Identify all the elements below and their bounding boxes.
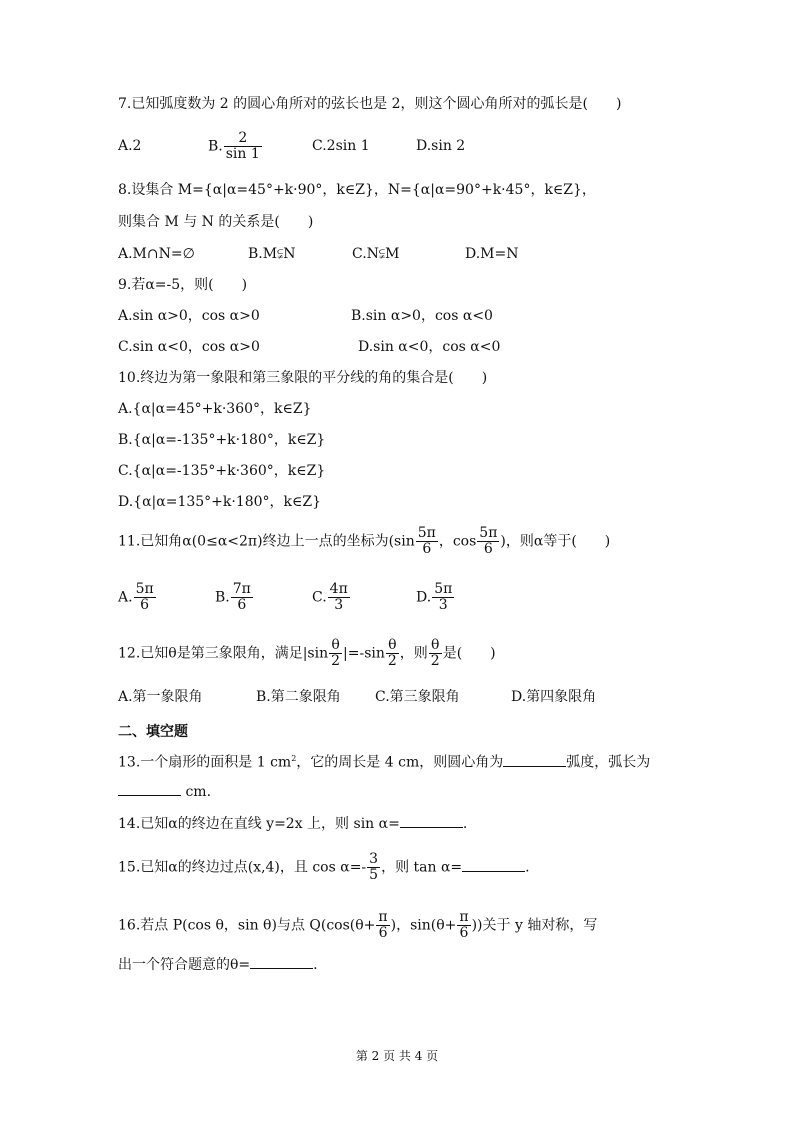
q12-option-a: A.第一象限角 — [118, 689, 203, 705]
fraction-numerator: 5π — [434, 581, 453, 597]
q15-fraction — [367, 852, 380, 883]
fraction-numerator: 5π — [417, 525, 436, 541]
fraction-denominator: sin 1 — [225, 146, 260, 162]
section-heading-fill-blank: 二、填空题 — [118, 724, 188, 740]
fraction-denominator: 6 — [459, 925, 469, 941]
q10-option-b: B.{α|α=-135°+k·180°，k∈Z} — [118, 432, 326, 448]
q11-fraction-1 — [416, 526, 438, 557]
q13-text-line2 — [118, 781, 211, 802]
q8-option-a: A.M∩N=∅ — [118, 246, 195, 262]
q7-option-b-fraction — [224, 131, 262, 162]
q12-option-b: B.第二象限角 — [256, 689, 341, 705]
q12-stem-part2: |=-sin — [343, 645, 385, 662]
q9-stem: 9.若α=-5，则( ) — [118, 277, 248, 293]
q16-text-line2 — [118, 954, 318, 975]
q16-text-part5: . — [313, 957, 318, 973]
q12-stem — [118, 638, 496, 669]
q16-text — [118, 910, 597, 941]
q11-stem — [118, 526, 610, 557]
q11-option-c-prefix: C. — [312, 589, 327, 606]
q16-fraction-2 — [457, 910, 470, 941]
q13-answer-blank-1[interactable] — [503, 752, 566, 767]
q16-answer-blank[interactable] — [250, 954, 313, 969]
fraction-numerator: θ — [329, 638, 342, 654]
fraction-denominator: 6 — [140, 597, 150, 613]
fraction-numerator: π — [459, 909, 469, 925]
q11-option-b-prefix: B. — [215, 589, 230, 606]
q14-text-part1: 14.已知α的终边在直线 y=2x 上，则 sin α= — [118, 816, 400, 832]
q7-option-a: A.2 — [118, 138, 142, 154]
q8-stem-line2: 则集合 M 与 N 的关系是( ) — [118, 214, 314, 230]
q15-text — [118, 852, 530, 883]
q16-text-part1: 16.若点 P(cos θ，sin θ)与点 Q(cos(θ+ — [118, 917, 376, 934]
fraction-numerator: 5π — [135, 581, 154, 597]
q12-fraction-2 — [386, 638, 399, 669]
q7-option-d: D.sin 2 — [416, 138, 466, 154]
q8-option-d: D.M=N — [465, 246, 519, 262]
q10-option-a: A.{α|α=45°+k·360°，k∈Z} — [118, 401, 312, 417]
q11-option-b — [215, 582, 254, 613]
q16-text-part4: 出一个符合题意的θ= — [118, 957, 251, 973]
q11-option-b-fraction — [231, 582, 253, 613]
q9-option-a: A.sin α>0，cos α>0 — [118, 308, 260, 324]
fraction-denominator: 6 — [378, 925, 388, 941]
fraction-denominator: 6 — [422, 541, 432, 557]
q15-text-part1: 15.已知α的终边过点(x,4)，且 cos α=- — [118, 859, 367, 876]
q9-option-d: D.sin α<0，cos α<0 — [358, 339, 501, 355]
q9-option-b: B.sin α>0，cos α<0 — [351, 308, 493, 324]
q11-stem-part1: 11.已知角α(0≤α<2π)终边上一点的坐标为(sin — [118, 533, 415, 550]
q9-option-c: C.sin α<0，cos α>0 — [118, 339, 260, 355]
q16-text-part2: )，sin(θ+ — [390, 917, 457, 934]
q11-option-a-prefix: A. — [118, 589, 133, 606]
page-footer: 第 2 页 共 4 页 — [355, 1049, 439, 1063]
q11-stem-part2: ，cos — [438, 533, 477, 550]
q13-text-part2: ，它的周长是 4 cm，则圆心角为 — [296, 754, 504, 771]
q7-option-c: C.2sin 1 — [312, 138, 370, 154]
q11-stem-part3: )，则α等于( ) — [500, 533, 611, 550]
q11-option-c-fraction — [328, 582, 350, 613]
fraction-numerator: 7π — [232, 581, 251, 597]
fraction-numerator: 2 — [224, 131, 262, 147]
q7-stem: 7.已知弧度数为 2 的圆心角所对的弦长也是 2，则这个圆心角所对的弧长是( ) — [118, 96, 622, 112]
q10-option-d: D.{α|α=135°+k·180°，k∈Z} — [118, 494, 322, 510]
fraction-denominator: 2 — [387, 653, 397, 669]
fraction-numerator: 4π — [329, 581, 348, 597]
q11-option-d — [416, 582, 455, 613]
q12-option-d: D.第四象限角 — [511, 689, 597, 705]
q14-answer-blank[interactable] — [400, 813, 463, 828]
q8-option-b: B.M⫋N — [248, 246, 296, 262]
fraction-denominator: 6 — [483, 541, 493, 557]
q13-text-part3: 弧度，弧长为 — [566, 754, 651, 771]
q12-stem-part3: ，则 — [399, 645, 428, 662]
q12-fraction-3 — [429, 638, 442, 669]
q13-text-part4: cm. — [181, 784, 212, 800]
q15-text-part3: . — [525, 859, 530, 876]
fraction-numerator: π — [378, 909, 388, 925]
fraction-denominator: 6 — [237, 597, 247, 613]
q12-fraction-1 — [329, 638, 342, 669]
fraction-numerator: θ — [386, 638, 399, 654]
fraction-denominator: 2 — [331, 653, 341, 669]
q11-option-a — [118, 582, 157, 613]
fraction-numerator: 5π — [479, 525, 498, 541]
fraction-denominator: 3 — [334, 597, 344, 613]
q13-superscript: 2 — [291, 754, 297, 763]
q13-answer-blank-2[interactable] — [118, 781, 181, 796]
fraction-denominator: 5 — [369, 867, 379, 883]
q16-fraction-1 — [376, 910, 389, 941]
fraction-numerator: 3 — [369, 851, 379, 867]
q12-stem-part1: 12.已知θ是第三象限角，满足|sin — [118, 645, 329, 662]
q13-text-part1: 13.一个扇形的面积是 1 cm — [118, 754, 292, 771]
q10-stem: 10.终边为第一象限和第三象限的平分线的角的集合是( ) — [118, 370, 488, 386]
q8-stem: 8.设集合 M={α|α=45°+k·90°，k∈Z}，N={α|α=90°+k·45°，k∈Z}， — [118, 182, 596, 198]
q12-option-c: C.第三象限角 — [375, 689, 460, 705]
fraction-numerator: θ — [429, 638, 442, 654]
q8-option-c: C.N⫋M — [352, 246, 400, 262]
q16-text-part3: ))关于 y 轴对称，写 — [471, 917, 598, 934]
q14-text-part2: . — [462, 816, 468, 832]
fraction-denominator: 2 — [430, 653, 440, 669]
q12-stem-part4: 是( ) — [442, 645, 496, 662]
q11-fraction-2 — [477, 526, 499, 557]
q10-option-c: C.{α|α=-135°+k·360°，k∈Z} — [118, 463, 326, 479]
q7-option-b-prefix: B. — [208, 138, 223, 155]
q14-text — [118, 813, 467, 834]
q15-text-part2: ，则 tan α= — [381, 859, 463, 876]
q15-answer-blank[interactable] — [462, 857, 525, 872]
q13-text — [118, 749, 650, 773]
q11-option-d-fraction — [432, 582, 454, 613]
fraction-denominator: 3 — [438, 597, 448, 613]
q7-option-b — [208, 131, 263, 162]
q11-option-d-prefix: D. — [416, 589, 432, 606]
q11-option-a-fraction — [134, 582, 156, 613]
q11-option-c — [312, 582, 351, 613]
